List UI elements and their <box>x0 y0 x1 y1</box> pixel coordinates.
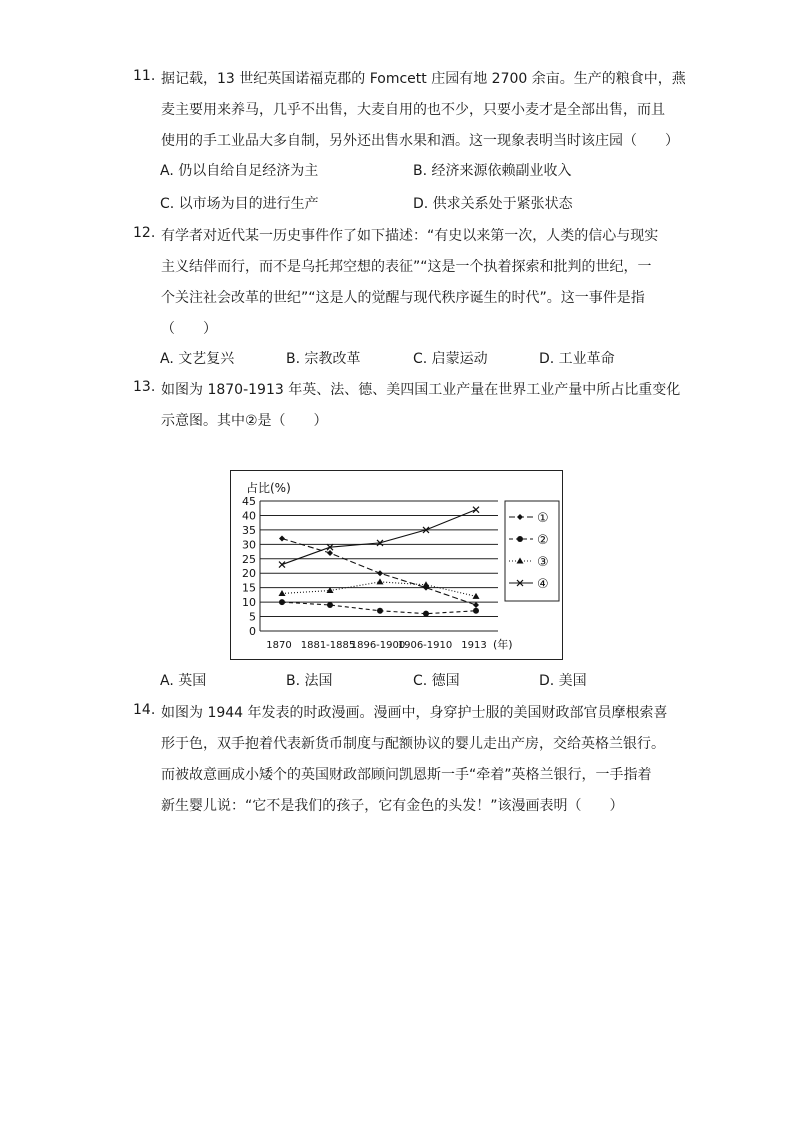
question-text-line: 据记载，13 世纪英国诺福克郡的 Fomcett 庄园有地 2700 余亩。生产的粮食中，燕 <box>161 71 686 87</box>
y-tick-label: 30 <box>242 538 256 552</box>
question-text-line: 主义结伴而行，而不是乌托邦空想的表征”“这是一个执着探索和批判的世纪，一 <box>161 259 652 275</box>
y-tick-label: 5 <box>249 610 256 624</box>
answer-option[interactable]: C. 以市场为目的进行生产 <box>160 196 319 212</box>
answer-option[interactable]: A. 英国 <box>160 673 207 689</box>
x-tick-label: 1906-1910 <box>397 640 453 651</box>
legend-label: ② <box>537 533 549 548</box>
y-tick-label: 0 <box>249 625 256 638</box>
y-tick-label: 45 <box>242 495 256 508</box>
answer-option[interactable]: D. 供求关系处于紧张状态 <box>413 196 573 212</box>
answer-option[interactable]: C. 启蒙运动 <box>413 351 488 367</box>
answer-option[interactable]: D. 美国 <box>539 673 587 689</box>
y-tick-label: 40 <box>242 509 256 523</box>
x-tick-label: 1913 <box>461 640 487 651</box>
data-point <box>473 608 479 614</box>
question-text-line: 使用的手工业品大多自制，另外还出售水果和酒。这一现象表明当时该庄园（ ） <box>161 133 679 149</box>
x-tick-label: 1870 <box>266 640 292 651</box>
data-point <box>423 611 429 617</box>
question-number: 11. <box>133 68 156 84</box>
x-tick-label: 1881-1885 <box>300 640 356 651</box>
question-text-line: 麦主要用来养马，几乎不出售，大麦自用的也不少，只要小麦才是全部出售，而且 <box>161 102 665 118</box>
data-point <box>377 608 383 614</box>
answer-option[interactable]: B. 宗教改革 <box>286 351 361 367</box>
chart-legend <box>505 501 559 601</box>
question-text-line: 新生婴儿说：“它不是我们的孩子，它有金色的头发！”该漫画表明（ ） <box>161 798 624 814</box>
answer-option[interactable]: D. 工业革命 <box>539 351 615 367</box>
y-axis-label: 占比(%) <box>246 481 291 495</box>
legend-label: ④ <box>537 577 549 592</box>
y-tick-label: 35 <box>242 523 256 537</box>
x-tick-label: 1896-1900 <box>350 640 406 651</box>
answer-option[interactable]: A. 文艺复兴 <box>160 351 235 367</box>
data-point <box>279 599 285 605</box>
x-axis-label: (年) <box>493 638 513 651</box>
question-number: 12. <box>133 225 156 241</box>
y-tick-label: 15 <box>242 581 256 595</box>
y-tick-label: 10 <box>242 596 256 610</box>
question-number: 14. <box>133 702 156 718</box>
question-text-line: （ ） <box>161 321 217 337</box>
legend-label: ③ <box>537 555 549 570</box>
question-text-line: 个关注社会改革的世纪”“这是人的觉醒与现代秩序诞生的时代”。这一事件是指 <box>161 290 645 306</box>
legend-label: ① <box>537 511 549 526</box>
question-text-line: 有学者对近代某一历史事件作了如下描述：“有史以来第一次，人类的信心与现实 <box>161 228 659 244</box>
question-text-line: 而被故意画成小矮个的英国财政部顾问凯恩斯一手“牵着”英格兰银行，一手指着 <box>161 767 652 783</box>
y-tick-label: 20 <box>242 567 256 581</box>
question-text-line: 形于色，双手抱着代表新货币制度与配额协议的婴儿走出产房，交给英格兰银行。 <box>161 736 665 752</box>
answer-option[interactable]: C. 德国 <box>413 673 460 689</box>
question-number: 13. <box>133 379 156 395</box>
answer-option[interactable]: B. 经济来源依赖副业收入 <box>413 163 572 179</box>
question-text-line: 示意图。其中②是（ ） <box>161 413 328 429</box>
question-text-line: 如图为 1870-1913 年英、法、德、美四国工业产量在世界工业产量中所占比重变化 <box>161 382 681 398</box>
answer-option[interactable]: A. 仍以自给自足经济为主 <box>160 163 319 179</box>
legend-box <box>505 501 559 601</box>
industrial-share-chart <box>230 470 565 662</box>
data-point <box>327 602 333 608</box>
question-text-line: 如图为 1944 年发表的时政漫画。漫画中，身穿护士服的美国财政部官员摩根索喜 <box>161 705 668 721</box>
answer-option[interactable]: B. 法国 <box>286 673 333 689</box>
y-tick-label: 25 <box>242 552 256 566</box>
legend-marker <box>517 536 523 542</box>
